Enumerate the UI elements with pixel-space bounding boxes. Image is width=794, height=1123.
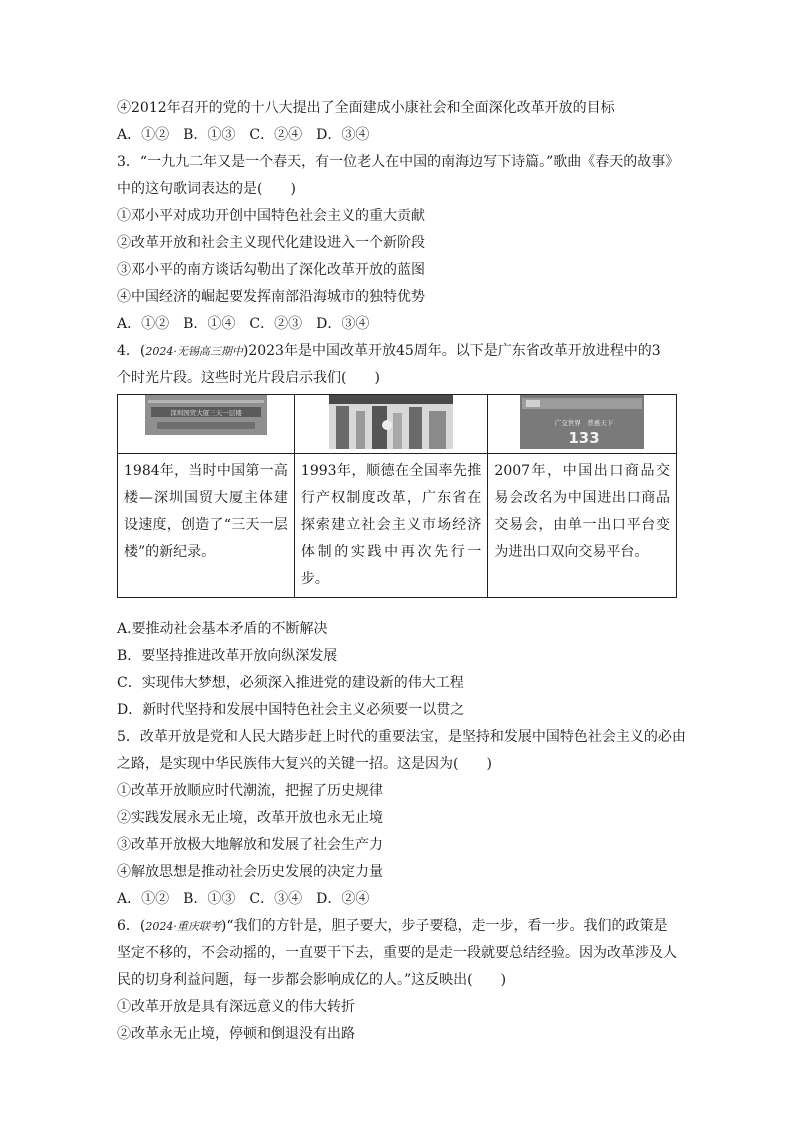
factory-photo-image <box>329 395 453 449</box>
question-content <box>117 95 686 1048</box>
timeline-table <box>117 394 677 598</box>
q3-stem-line2: 中的这句歌词表达的是( ) <box>117 181 296 197</box>
q6-option-2: ②改革永无止境，停顿和倒退没有出路 <box>117 1026 355 1042</box>
q4-option-a: A.要推动社会基本矛盾的不断解决 <box>117 621 328 637</box>
q5-option-4: ④解放思想是推动社会历史发展的决定力量 <box>117 864 383 880</box>
q5-option-3: ③改革开放极大地解放和发展了社会生产力 <box>117 837 383 853</box>
timeline-text-row <box>118 454 677 598</box>
q6-stem-line2: 坚定不移的，不会动摇的，一直要干下去，重要的是走一段就要总结经验。因为改革涉及人 <box>117 945 677 961</box>
q4-option-d: D．新时代坚持和发展中国特色社会主义必须要一以贯之 <box>117 702 465 718</box>
q3-stem-line1: 3．“一九九二年又是一个春天，有一位老人在中国的南海边写下诗篇。”歌曲《春天的故事》 <box>117 154 680 170</box>
canton-fair-image <box>520 395 644 449</box>
timeline-image-1993 <box>294 395 488 454</box>
q4-stem-text: )2023年是中国改革开放45周年。以下是广东省改革开放进程中的3 <box>242 343 661 359</box>
timeline-image-2007 <box>488 395 677 454</box>
timeline-cell-2007: 2007年，中国出口商品交易会改名为中国进出口商品交易会，由单一出口平台变为进出口双向交易平台。 <box>488 454 677 598</box>
q3-option-1: ①邓小平对成功开创中国特色社会主义的重大贡献 <box>117 208 425 224</box>
q3-option-2: ②改革开放和社会主义现代化建设进入一个新阶段 <box>117 235 425 251</box>
q3-answer-choices: A．①② B．①④ C．②③ D．③④ <box>117 316 370 332</box>
fair-session-number: 133 <box>568 429 600 447</box>
fair-slogan: 广交世界 普惠天下 <box>554 419 614 427</box>
q5-answer-choices: A．①② B．①③ C．③④ D．②④ <box>117 891 370 907</box>
q2-option-4: ④2012年召开的党的十八大提出了全面建成小康社会和全面深化改革开放的目标 <box>117 100 615 116</box>
q4-option-c: C．实现伟大梦想，必须深入推进党的建设新的伟大工程 <box>117 675 464 691</box>
q5-stem-line2: 之路，是实现中华民族伟大复兴的关键一招。这是因为( ) <box>117 756 492 772</box>
q4-source: 2024·无锡高三期中 <box>145 345 243 358</box>
building-banner-image <box>145 395 267 435</box>
timeline-image-row <box>118 395 677 454</box>
q2-answer-choices: A．①② B．①③ C．②④ D．③④ <box>117 127 370 143</box>
q4-stem-line1 <box>117 338 677 365</box>
q5-option-2: ②实践发展永无止境，改革开放也永无止境 <box>117 810 383 826</box>
q6-stem-text: )“我们的方针是，胆子要大，步子要稳，走一步，看一步。我们的政策是 <box>220 918 668 934</box>
q6-option-1: ①改革开放是具有深远意义的伟大转折 <box>117 999 355 1015</box>
banner-caption: 深圳国贸大厦三天一层楼 <box>170 409 242 417</box>
timeline-cell-1993: 1993年，顺德在全国率先推行产权制度改革，广东省在探索建立社会主义市场经济体制的实践中再次先行一步。 <box>294 454 488 598</box>
q6-source: 2024·重庆联考 <box>145 920 221 933</box>
timeline-image-1984 <box>118 395 295 454</box>
q4-option-b: B．要坚持推进改革开放向纵深发展 <box>117 648 338 664</box>
q6-number: 6．( <box>117 918 146 934</box>
q6-stem-line1 <box>117 913 677 940</box>
q5-option-1: ①改革开放顺应时代潮流，把握了历史规律 <box>117 783 383 799</box>
q3-option-4: ④中国经济的崛起要发挥南部沿海城市的独特优势 <box>117 289 425 305</box>
q5-stem-line1: 5．改革开放是党和人民大踏步赶上时代的重要法宝，是坚持和发展中国特色社会主义的必由 <box>117 729 686 745</box>
q3-option-3: ③邓小平的南方谈话勾勒出了深化改革开放的蓝图 <box>117 262 425 278</box>
q4-stem-line2: 个时光片段。这些时光片段启示我们( ) <box>117 370 380 386</box>
q6-stem-line3: 民的切身利益问题，每一步都会影响成亿的人。”这反映出( ) <box>117 972 507 988</box>
q4-number: 4．( <box>117 343 146 359</box>
timeline-cell-1984: 1984年，当时中国第一高楼—深圳国贸大厦主体建设速度，创造了“三天一层楼”的新纪录。 <box>118 454 295 598</box>
